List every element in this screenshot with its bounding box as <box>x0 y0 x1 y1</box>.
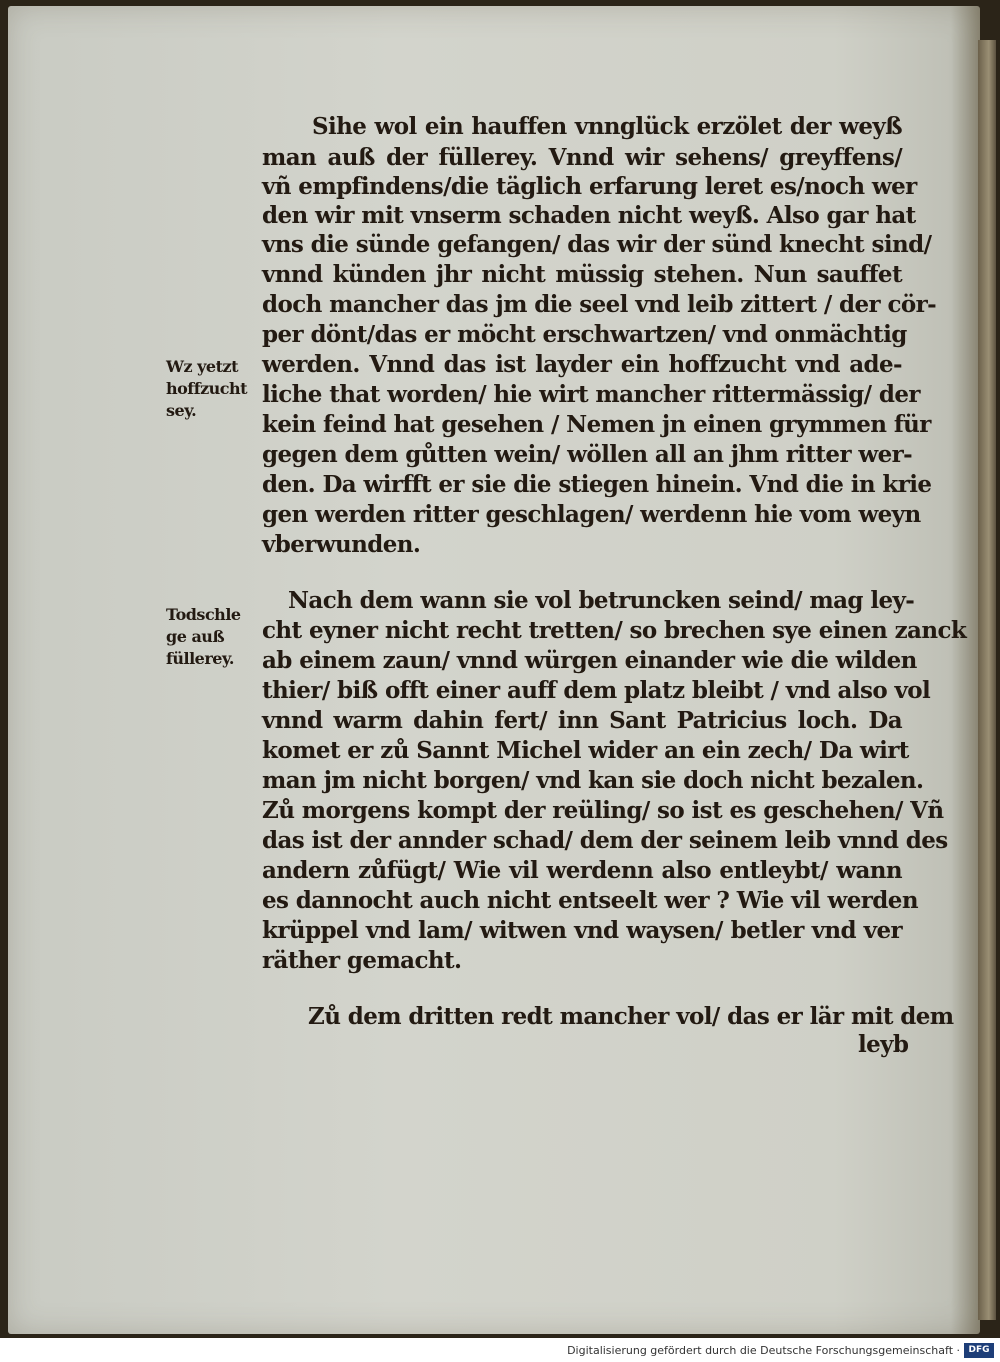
text-line: vns die sünde gefangen/ das wir der sünd knecht sind/ <box>262 231 932 258</box>
text-line: ab einem zaun/ vnnd würgen einander wie die wilden <box>262 647 917 674</box>
text-line: krüppel vnd lam/ witwen vnd waysen/ betler vnd ver <box>262 917 902 944</box>
margin-note <box>166 604 262 670</box>
text-line: man auß der füllerey. Vnnd wir sehens/ greyffens/ <box>262 144 902 171</box>
text-line: cht eyner nicht recht tretten/ so brechen sye einen zanck <box>262 617 967 644</box>
text-line: Zů morgens kompt der reüling/ so ist es geschehen/ Vñ <box>262 797 944 824</box>
text-line: liche that worden/ hie wirt mancher rittermässig/ der <box>262 381 920 408</box>
text-line: den. Da wirfft er sie die stiegen hinein. Vnd die in krie <box>262 471 932 498</box>
text-line: andern zůfügt/ Wie vil werdenn also entleybt/ wann <box>262 857 902 884</box>
margin-note <box>166 356 262 422</box>
footer-bar <box>0 1340 1000 1362</box>
dfg-logo: DFG <box>964 1343 994 1358</box>
text-line: Nach dem wann sie vol betruncken seind/ mag ley- <box>288 587 915 614</box>
text-line: vnnd warm dahin fert/ inn Sant Patricius loch. Da <box>262 707 902 734</box>
text-line: vnnd künden jhr nicht müssig stehen. Nun sauffet <box>262 261 902 288</box>
text-line: per dönt/das er möcht erschwartzen/ vnd onmächtig <box>262 321 907 348</box>
text-line: räther gemacht. <box>262 947 462 974</box>
text-line: werden. Vnnd das ist layder ein hoffzucht vnd ade- <box>262 351 902 378</box>
footer-credit: Digitalisierung gefördert durch die Deutsche Forschungsgemeinschaft · <box>567 1344 960 1357</box>
text-line: den wir mit vnserm schaden nicht weyß. Also gar hat <box>262 202 916 229</box>
margin-note-line: ge auß <box>166 627 225 646</box>
margin-note-line: füllerey. <box>166 649 234 668</box>
margin-note-line: Wz yetzt <box>166 357 238 376</box>
margin-note-line: hoffzucht <box>166 379 248 398</box>
text-line: es dannocht auch nicht entseelt wer ? Wie vil werden <box>262 887 918 914</box>
text-line: vberwunden. <box>262 531 421 558</box>
text-line: komet er zů Sannt Michel wider an ein zech/ Da wirt <box>262 737 909 764</box>
text-line: kein feind hat gesehen / Nemen jn einen grymmen für <box>262 411 931 438</box>
margin-note-line: Todschle <box>166 605 241 624</box>
text-line: vñ empfindens/die täglich erfarung leret es/noch wer <box>262 173 917 200</box>
text-line: Zů dem dritten redt mancher vol/ das er lär mit dem <box>308 1003 954 1030</box>
page-edge <box>978 40 996 1320</box>
text-line: Sihe wol ein hauffen vnnglück erzölet der weyß <box>312 113 902 140</box>
text-line: gegen dem gůtten wein/ wöllen all an jhm ritter wer- <box>262 441 913 468</box>
catchword: leyb <box>858 1031 909 1058</box>
text-line: thier/ biß offt einer auff dem platz bleibt / vnd also vol <box>262 677 931 704</box>
text-line: man jm nicht borgen/ vnd kan sie doch nicht bezalen. <box>262 767 924 794</box>
margin-note-line: sey. <box>166 401 197 420</box>
text-line: das ist der annder schad/ dem der seinem leib vnnd des <box>262 827 948 854</box>
text-line: gen werden ritter geschlagen/ werdenn hie vom weyn <box>262 501 921 528</box>
text-line: doch mancher das jm die seel vnd leib zittert / der cör- <box>262 291 937 318</box>
